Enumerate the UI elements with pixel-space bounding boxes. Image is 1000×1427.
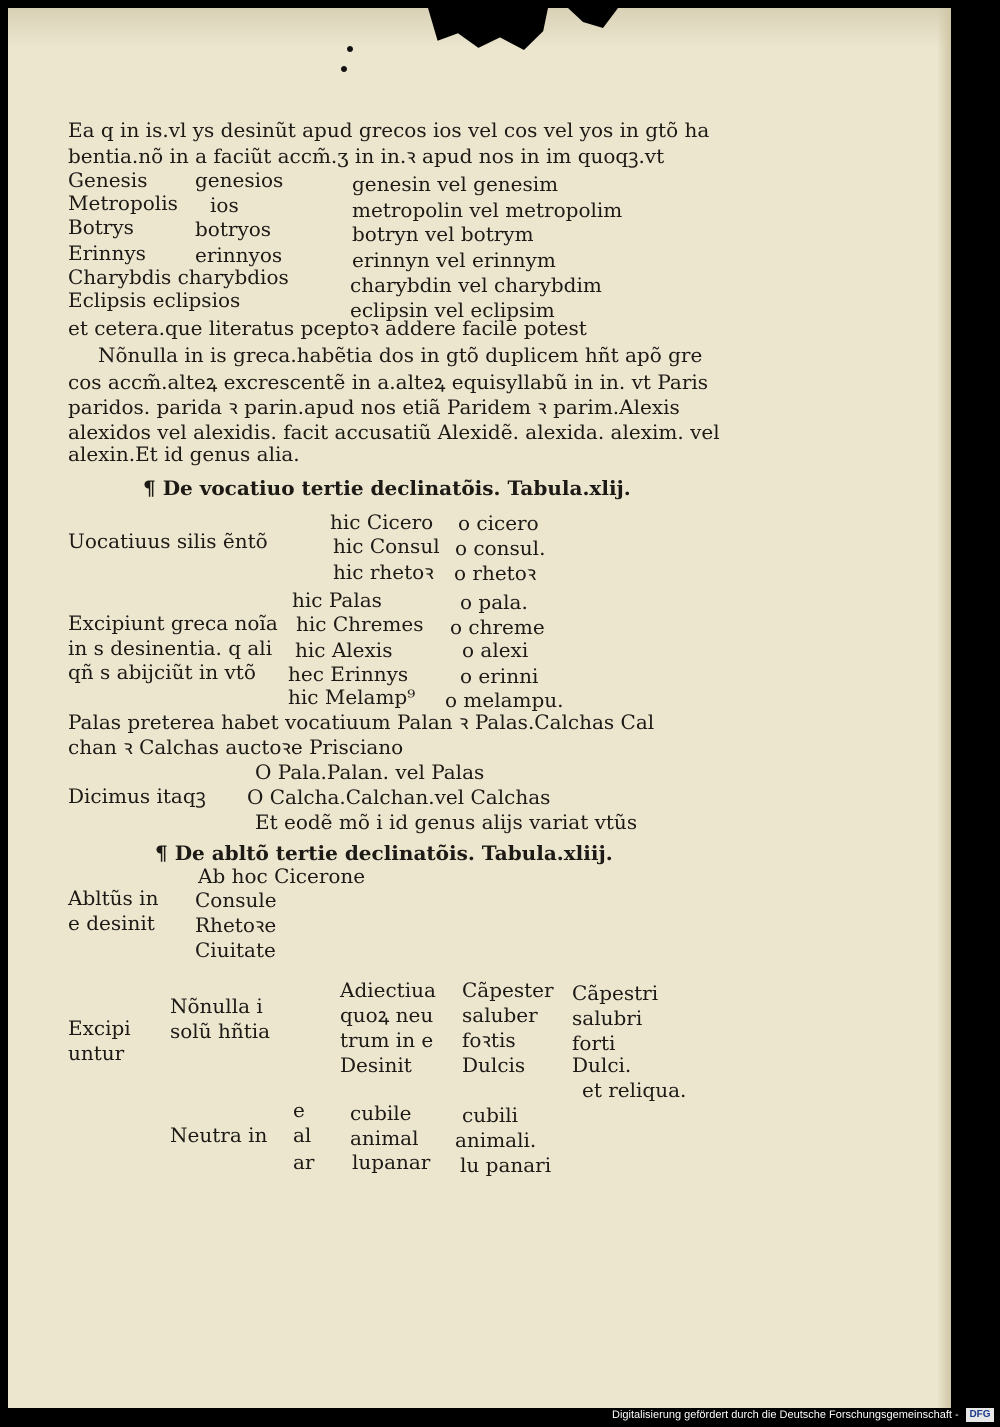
text-line: quoꝝ neu [340,1003,434,1027]
text-line: et cetera.que literatus pceptoꝛ addere facile potest [68,316,587,340]
text-line: Desinit [340,1053,412,1077]
text-line: hic Cicero [330,510,434,534]
book-page [8,8,951,1408]
text-line: o erinni [460,664,539,688]
ink-dot [347,46,353,52]
text-line: in s desinentia. q ali [68,636,273,660]
text-line: Genesis [68,168,148,192]
page-right-edge [937,8,951,1408]
text-line: Ea q in is.vl ys desinũt apud grecos ios vel cos vel yos in gtõ ha [68,118,710,142]
section-heading: ¶ De abltõ tertie declinatõis. Tabula.xliij. [155,841,613,865]
text-line: animali. [455,1128,537,1152]
text-line: Charybdis charybdios [68,265,289,289]
text-line: erinnyn vel erinnym [352,248,556,272]
text-line: cubile [350,1101,412,1125]
text-line: Dulci. [572,1053,632,1077]
text-line: Botrys [68,215,134,239]
text-line: Nõnulla in is greca.habẽtia dos in gtõ duplicem hñt apõ gre [98,343,703,367]
text-line: botryos [195,217,272,241]
text-line: animal [350,1126,419,1150]
text-line: qñ s abijciũt in vtõ [68,660,256,684]
text-line: al [293,1123,312,1147]
text-line: o melampu. [445,688,564,712]
text-line: alexidos vel alexidis. facit accusatiũ Alexidẽ. alexida. alexim. vel [68,420,720,444]
text-line: Ciuitate [195,938,276,962]
text-line: o rhetoꝛ [454,561,537,585]
text-line: Metropolis [68,191,178,215]
dfg-logo: DFG [966,1408,994,1422]
text-line: hic Alexis [295,638,393,662]
text-line: hic Palas [292,588,382,612]
text-line: Erinnys [68,241,146,265]
text-line: genesin vel genesim [352,172,559,196]
text-line: Dicimus itaqꝫ [68,784,206,808]
text-line: Rhetoꝛe [195,913,277,937]
text-line: o cicero [458,511,539,535]
text-line: e desinit [68,911,155,935]
text-line: ar [293,1150,315,1174]
text-line: hec Erinnys [288,662,409,686]
text-line: foꝛtis [462,1028,516,1052]
text-line: hic Chremes [296,612,424,636]
text-line: saluber [462,1003,538,1027]
text-line: erinnyos [195,243,283,267]
text-line: Consule [195,888,277,912]
text-line: Neutra in [170,1123,268,1147]
text-line: Adiectiua [340,978,436,1002]
text-line: Excipiunt greca noĩa [68,611,278,635]
text-line: botryn vel botrym [352,222,534,246]
text-line: e [293,1098,305,1122]
text-line: Eclipsis eclipsios [68,288,241,312]
text-line: o alexi [462,638,529,662]
text-line: trum in e [340,1028,434,1052]
text-line: hic Melamp⁹ [288,685,416,709]
text-line: cubili [462,1103,519,1127]
text-line: Nõnulla i [170,994,263,1018]
section-heading: ¶ De vocatiuo tertie declinatõis. Tabula.xlij. [143,476,631,500]
text-line: Palas preterea habet vocatiuum Palan ꝛ Palas.Calchas Cal [68,710,655,734]
text-line: Excipi [68,1016,131,1040]
text-line: hic rhetoꝛ [333,560,434,584]
text-line: Et eodẽ mõ i id genus alijs variat vtũs [255,810,638,834]
text-line: o chreme [450,615,545,639]
text-line: alexin.Et id genus alia. [68,442,300,466]
text-line: genesios [195,168,284,192]
text-line: lu panari [460,1153,552,1177]
text-line: Cãpester [462,978,554,1002]
text-line: cos accm̃.alteꝝ excrescentẽ in a.alteꝝ equisyllabũ in in. vt Paris [68,370,709,394]
text-line: Dulcis [462,1053,526,1077]
text-line: lupanar [352,1150,431,1174]
text-line: paridos. parida ꝛ parin.apud nos etiã Paridem ꝛ parim.Alexis [68,395,680,419]
text-line: Ab hoc Cicerone [198,864,366,888]
text-line: o consul. [455,536,546,560]
text-line: o pala. [460,590,528,614]
text-line: metropolin vel metropolim [352,198,623,222]
text-line: et reliqua. [582,1078,687,1102]
text-line: Cãpestri [572,981,659,1005]
text-line: forti [572,1031,616,1055]
text-line: Uocatiuus silis ẽntõ [68,529,268,553]
text-line: ios [210,193,239,217]
text-line: eclipsin vel eclipsim [350,298,555,322]
text-line: O Pala.Palan. vel Palas [255,760,485,784]
text-line: charybdin vel charybdim [350,273,602,297]
text-line: Abltũs in [68,886,159,910]
text-line: solũ hñtia [170,1019,271,1043]
text-line: untur [68,1041,125,1065]
text-line: bentia.nõ in a faciũt accm̃.ʒ in in.ꝛ apud nos in im quoqꝫ.vt [68,144,665,168]
digitization-credit: Digitalisierung gefördert durch die Deutsche Forschungsgemeinschaft - [612,1409,959,1421]
ink-dot [341,66,347,72]
text-line: chan ꝛ Calchas auctoꝛe Prisciano [68,735,404,759]
text-line: salubri [572,1006,643,1030]
text-line: hic Consul [333,534,440,558]
text-line: O Calcha.Calchan.vel Calchas [247,785,551,809]
